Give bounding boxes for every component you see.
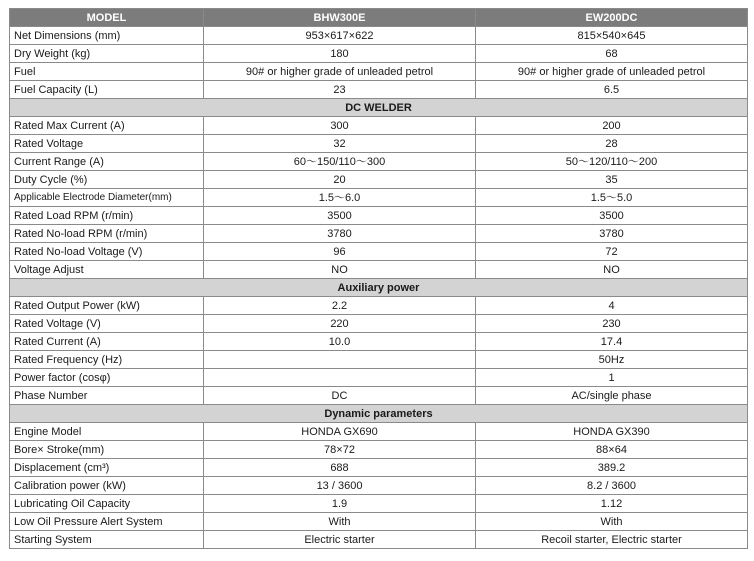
ew200dc-value: 4 <box>476 297 748 315</box>
bhw300e-value: 2.2 <box>204 297 476 315</box>
table-row <box>10 207 748 225</box>
table-row <box>10 243 748 261</box>
spec-label: Fuel <box>10 63 204 81</box>
table-header <box>10 9 748 27</box>
ew200dc-value: With <box>476 513 748 531</box>
spec-label: Current Range (A) <box>10 153 204 171</box>
spec-label: Low Oil Pressure Alert System <box>10 513 204 531</box>
section-title: Dynamic parameters <box>10 405 748 423</box>
bhw300e-value: 180 <box>204 45 476 63</box>
spec-label: Net Dimensions (mm) <box>10 27 204 45</box>
spec-label: Power factor (cosφ) <box>10 369 204 387</box>
section-title: Auxiliary power <box>10 279 748 297</box>
bhw300e-value: 10.0 <box>204 333 476 351</box>
bhw300e-value: With <box>204 513 476 531</box>
table-row <box>10 477 748 495</box>
table-row <box>10 387 748 405</box>
table-row <box>10 189 748 207</box>
ew200dc-value: AC/single phase <box>476 387 748 405</box>
bhw300e-value: 90# or higher grade of unleaded petrol <box>204 63 476 81</box>
ew200dc-value: 230 <box>476 315 748 333</box>
ew200dc-value: 1.5～5.0 <box>476 189 748 207</box>
bhw300e-value: 1.9 <box>204 495 476 513</box>
ew200dc-value: NO <box>476 261 748 279</box>
ew200dc-value: 88×64 <box>476 441 748 459</box>
ew200dc-value: 3780 <box>476 225 748 243</box>
spec-label: Applicable Electrode Diameter(mm) <box>10 189 204 207</box>
spec-label: Engine Model <box>10 423 204 441</box>
bhw300e-value: 20 <box>204 171 476 189</box>
ew200dc-value: 50Hz <box>476 351 748 369</box>
ew200dc-value: 6.5 <box>476 81 748 99</box>
table-row <box>10 513 748 531</box>
table-row <box>10 261 748 279</box>
ew200dc-value: 1.12 <box>476 495 748 513</box>
spec-label: Fuel Capacity (L) <box>10 81 204 99</box>
ew200dc-value: 389.2 <box>476 459 748 477</box>
ew200dc-value: 8.2 / 3600 <box>476 477 748 495</box>
ew200dc-value: 1 <box>476 369 748 387</box>
bhw300e-value: 300 <box>204 117 476 135</box>
ew200dc-value: Recoil starter, Electric starter <box>476 531 748 549</box>
table-row <box>10 441 748 459</box>
ew200dc-value: 35 <box>476 171 748 189</box>
header-ew200dc: EW200DC <box>476 9 748 27</box>
spec-label: Bore× Stroke(mm) <box>10 441 204 459</box>
bhw300e-value: HONDA GX690 <box>204 423 476 441</box>
table-row <box>10 63 748 81</box>
bhw300e-value <box>204 369 476 387</box>
spec-label: Duty Cycle (%) <box>10 171 204 189</box>
ew200dc-value: 28 <box>476 135 748 153</box>
bhw300e-value: 953×617×622 <box>204 27 476 45</box>
table-row <box>10 135 748 153</box>
spec-label: Voltage Adjust <box>10 261 204 279</box>
spec-label: Rated Max Current (A) <box>10 117 204 135</box>
section-title: DC WELDER <box>10 99 748 117</box>
section-header-row <box>10 405 748 423</box>
ew200dc-value: 17.4 <box>476 333 748 351</box>
spec-label: Calibration power (kW) <box>10 477 204 495</box>
bhw300e-value: 688 <box>204 459 476 477</box>
table-row <box>10 81 748 99</box>
spec-label: Displacement (cm³) <box>10 459 204 477</box>
spec-label: Rated No-load Voltage (V) <box>10 243 204 261</box>
spec-label: Rated No-load RPM (r/min) <box>10 225 204 243</box>
bhw300e-value: 60～150/110～300 <box>204 153 476 171</box>
spec-label: Rated Frequency (Hz) <box>10 351 204 369</box>
spec-label: Rated Voltage <box>10 135 204 153</box>
header-row <box>10 9 748 27</box>
ew200dc-value: 815×540×645 <box>476 27 748 45</box>
spec-label: Phase Number <box>10 387 204 405</box>
spec-label: Starting System <box>10 531 204 549</box>
table-row <box>10 225 748 243</box>
spec-label: Rated Output Power (kW) <box>10 297 204 315</box>
table-row <box>10 315 748 333</box>
spec-label: Rated Load RPM (r/min) <box>10 207 204 225</box>
ew200dc-value: 50～120/110～200 <box>476 153 748 171</box>
table-row <box>10 459 748 477</box>
bhw300e-value: 23 <box>204 81 476 99</box>
bhw300e-value <box>204 351 476 369</box>
spec-label: Dry Weight (kg) <box>10 45 204 63</box>
table-row <box>10 369 748 387</box>
table-row <box>10 171 748 189</box>
spec-label: Rated Voltage (V) <box>10 315 204 333</box>
header-bhw300e: BHW300E <box>204 9 476 27</box>
table-row <box>10 333 748 351</box>
table-row <box>10 45 748 63</box>
bhw300e-value: 13 / 3600 <box>204 477 476 495</box>
bhw300e-value: 96 <box>204 243 476 261</box>
table-row <box>10 297 748 315</box>
header-model: MODEL <box>10 9 204 27</box>
bhw300e-value: 3500 <box>204 207 476 225</box>
bhw300e-value: 3780 <box>204 225 476 243</box>
spec-label: Rated Current (A) <box>10 333 204 351</box>
ew200dc-value: HONDA GX390 <box>476 423 748 441</box>
section-header-row <box>10 279 748 297</box>
ew200dc-value: 72 <box>476 243 748 261</box>
spec-label: Lubricating Oil Capacity <box>10 495 204 513</box>
table-row <box>10 423 748 441</box>
spec-table <box>9 8 748 549</box>
ew200dc-value: 68 <box>476 45 748 63</box>
bhw300e-value: 78×72 <box>204 441 476 459</box>
ew200dc-value: 90# or higher grade of unleaded petrol <box>476 63 748 81</box>
bhw300e-value: 32 <box>204 135 476 153</box>
table-row <box>10 531 748 549</box>
table-row <box>10 495 748 513</box>
section-header-row <box>10 99 748 117</box>
table-row <box>10 153 748 171</box>
bhw300e-value: Electric starter <box>204 531 476 549</box>
ew200dc-value: 200 <box>476 117 748 135</box>
bhw300e-value: DC <box>204 387 476 405</box>
table-row <box>10 117 748 135</box>
table-body <box>10 27 748 549</box>
table-row <box>10 351 748 369</box>
ew200dc-value: 3500 <box>476 207 748 225</box>
bhw300e-value: 220 <box>204 315 476 333</box>
bhw300e-value: NO <box>204 261 476 279</box>
table-row <box>10 27 748 45</box>
bhw300e-value: 1.5～6.0 <box>204 189 476 207</box>
